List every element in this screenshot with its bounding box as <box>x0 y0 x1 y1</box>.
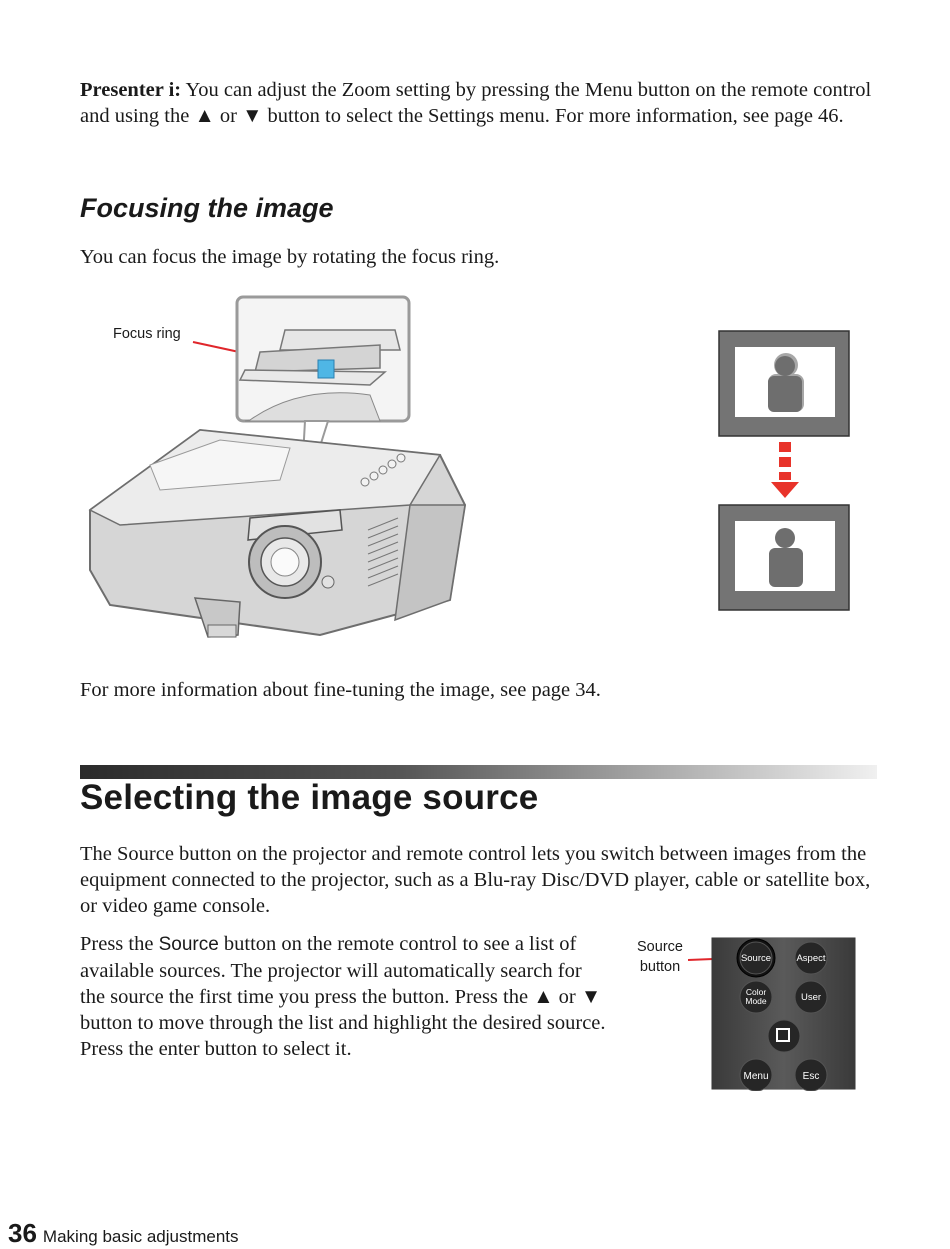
section-divider-bar <box>80 765 877 779</box>
page-number: 36 <box>8 1218 37 1248</box>
down-arrow-icon: ▼ <box>242 105 263 127</box>
intro-or: or <box>214 105 243 127</box>
remote-user-label: User <box>800 992 822 1003</box>
focus-comparison-illustration <box>718 330 852 612</box>
up-arrow-icon: ▲ <box>194 105 215 127</box>
source-callout-line-1: Source <box>637 939 683 955</box>
source-button-word: Source <box>158 934 219 955</box>
para-2-part-a: Press the <box>80 933 159 955</box>
para-2-part-b: button on the remote control to see a list of available sources. The projector will automatically search for the source the first time you press the button. Press the <box>80 933 582 1008</box>
intro-paragraph <box>80 77 875 129</box>
remote-esc-label: Esc <box>802 1071 820 1082</box>
chapter-title: Making basic adjustments <box>42 1227 239 1246</box>
up-arrow-icon: ▲ <box>533 986 554 1008</box>
page-footer <box>8 1218 239 1249</box>
section-heading: Selecting the image source <box>80 778 539 817</box>
para-2-part-c: button to move through the list and highlight the desired source. Press the enter button to select it. <box>80 1012 606 1060</box>
intro-text-1: You can adjust the Zoom setting by pressing the Menu button on the remote control and using the <box>80 79 872 127</box>
remote-color-mode-label-1: Color <box>745 987 767 997</box>
focus-ring-callout: Focus ring <box>113 326 181 342</box>
remote-control-illustration <box>688 937 858 1091</box>
focusing-more-info: For more information about fine-tuning the image, see page 34. <box>80 679 601 701</box>
source-button-callout <box>634 937 686 977</box>
section-paragraph-1: The Source button on the projector and remote control lets you switch between images from the equipment connected to the projector, such as a Blu-ray Disc/DVD player, cable or satellite box, or video game console. <box>80 843 871 917</box>
remote-source-label: Source <box>740 953 772 964</box>
intro-text-2: button to select the Settings menu. For more information, see page 46. <box>262 105 844 127</box>
source-callout-line-2: button <box>639 959 681 975</box>
remote-color-mode-label-2: Mode <box>745 996 767 1006</box>
projector-illustration <box>80 290 480 650</box>
focusing-body: You can focus the image by rotating the focus ring. <box>80 246 500 268</box>
section-paragraph-2 <box>80 931 610 1062</box>
down-arrow-icon: ▼ <box>580 986 602 1008</box>
remote-menu-label: Menu <box>743 1071 769 1082</box>
intro-lead: Presenter i: <box>80 79 182 101</box>
focusing-heading: Focusing the image <box>80 193 334 223</box>
para-2-or: or <box>553 986 581 1008</box>
remote-aspect-label: Aspect <box>796 953 826 964</box>
